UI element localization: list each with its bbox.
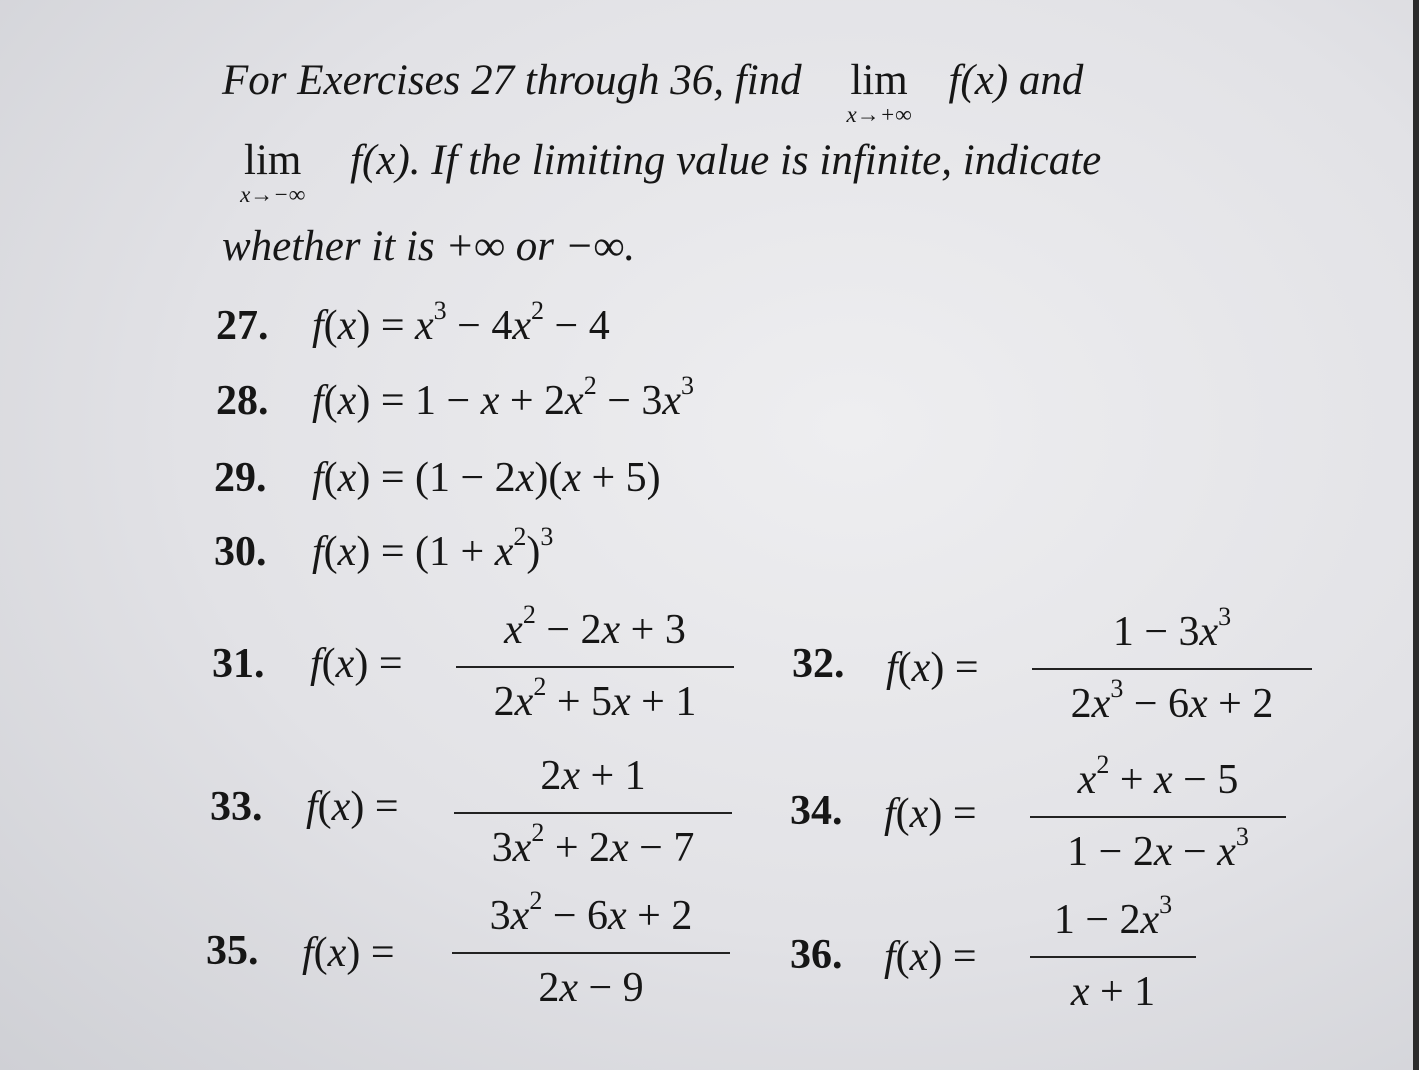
fraction-bar bbox=[1030, 956, 1196, 958]
fraction-bar bbox=[456, 666, 734, 668]
denominator: $1 - 2x - x^3$ bbox=[1067, 822, 1249, 875]
limit-sub-positive: x→+∞ bbox=[846, 102, 912, 127]
exercise-number: 30. bbox=[214, 529, 267, 575]
numerator: $1 - 2x^3$ bbox=[1053, 890, 1173, 943]
denominator: x + 1 bbox=[1070, 969, 1156, 1015]
limit-negative bbox=[240, 136, 306, 207]
exercise-36-lhs: f(x) = bbox=[884, 934, 977, 980]
exercise-number: 28. bbox=[216, 378, 269, 424]
instruction-text-3: f(x). If the limiting value is infinite, indicate bbox=[350, 137, 1102, 184]
exercise-32-lhs: f(x) = bbox=[886, 645, 979, 691]
exercise-30-expression: $f(x) = (1 + x^2)^3$ bbox=[312, 522, 554, 575]
fraction-bar bbox=[454, 812, 732, 814]
exercise-34-lhs: f(x) = bbox=[884, 791, 977, 837]
fraction-bar bbox=[1032, 668, 1312, 670]
exercise-number: 31. bbox=[212, 641, 265, 687]
exercise-35-fraction bbox=[452, 886, 730, 1022]
instruction-text-1: For Exercises 27 through 36, find bbox=[222, 57, 802, 104]
exercise-31-lhs: f(x) = bbox=[310, 641, 403, 687]
numerator: $x^2 + x - 5$ bbox=[1077, 750, 1239, 803]
exercise-28-expression: $f(x) = 1 - x + 2x^2 - 3x^3$ bbox=[312, 371, 695, 424]
exercise-number: 29. bbox=[214, 455, 267, 501]
instruction-line-2 bbox=[222, 136, 1102, 207]
numerator: $1 - 3x^3$ bbox=[1112, 602, 1232, 655]
denominator: 2x − 9 bbox=[538, 965, 644, 1011]
page-edge-shadow bbox=[1413, 0, 1419, 1070]
exercise-34-fraction bbox=[1030, 750, 1286, 886]
exercise-number: 32. bbox=[792, 641, 845, 687]
exercise-36-fraction bbox=[1030, 890, 1196, 1026]
exercise-33-fraction bbox=[454, 752, 732, 882]
numerator: 2x + 1 bbox=[540, 753, 646, 799]
exercise-number: 27. bbox=[216, 303, 269, 349]
instruction-line-3: whether it is +∞ or −∞. bbox=[222, 223, 636, 270]
limit-sub-negative: x→−∞ bbox=[240, 182, 306, 207]
instruction-text-2: f(x) and bbox=[948, 57, 1084, 104]
numerator: $x^2 - 2x + 3$ bbox=[504, 600, 686, 653]
lim-word: lim bbox=[850, 57, 908, 104]
exercise-number: 36. bbox=[790, 932, 843, 978]
exercise-27-expression: $f(x) = x^3 - 4x^2 - 4$ bbox=[312, 296, 610, 349]
denominator: $2x^2 + 5x + 1$ bbox=[493, 672, 697, 725]
instruction-line-1 bbox=[222, 56, 1084, 127]
exercise-32-fraction bbox=[1032, 602, 1312, 738]
exercise-35-lhs: f(x) = bbox=[302, 930, 395, 976]
limit-positive bbox=[846, 56, 912, 127]
lim-word: lim bbox=[244, 137, 302, 184]
denominator: $3x^2 + 2x - 7$ bbox=[491, 818, 695, 871]
fraction-bar bbox=[452, 952, 730, 954]
numerator: $3x^2 - 6x + 2$ bbox=[489, 886, 693, 939]
exercise-number: 35. bbox=[206, 928, 259, 974]
exercise-number: 34. bbox=[790, 788, 843, 834]
fraction-bar bbox=[1030, 816, 1286, 818]
denominator: $2x^3 - 6x + 2$ bbox=[1070, 674, 1274, 727]
exercise-31-fraction bbox=[456, 600, 734, 736]
exercise-number: 33. bbox=[210, 784, 263, 830]
exercise-29-expression: f(x) = (1 − 2x)(x + 5) bbox=[312, 455, 661, 501]
exercise-33-lhs: f(x) = bbox=[306, 784, 399, 830]
